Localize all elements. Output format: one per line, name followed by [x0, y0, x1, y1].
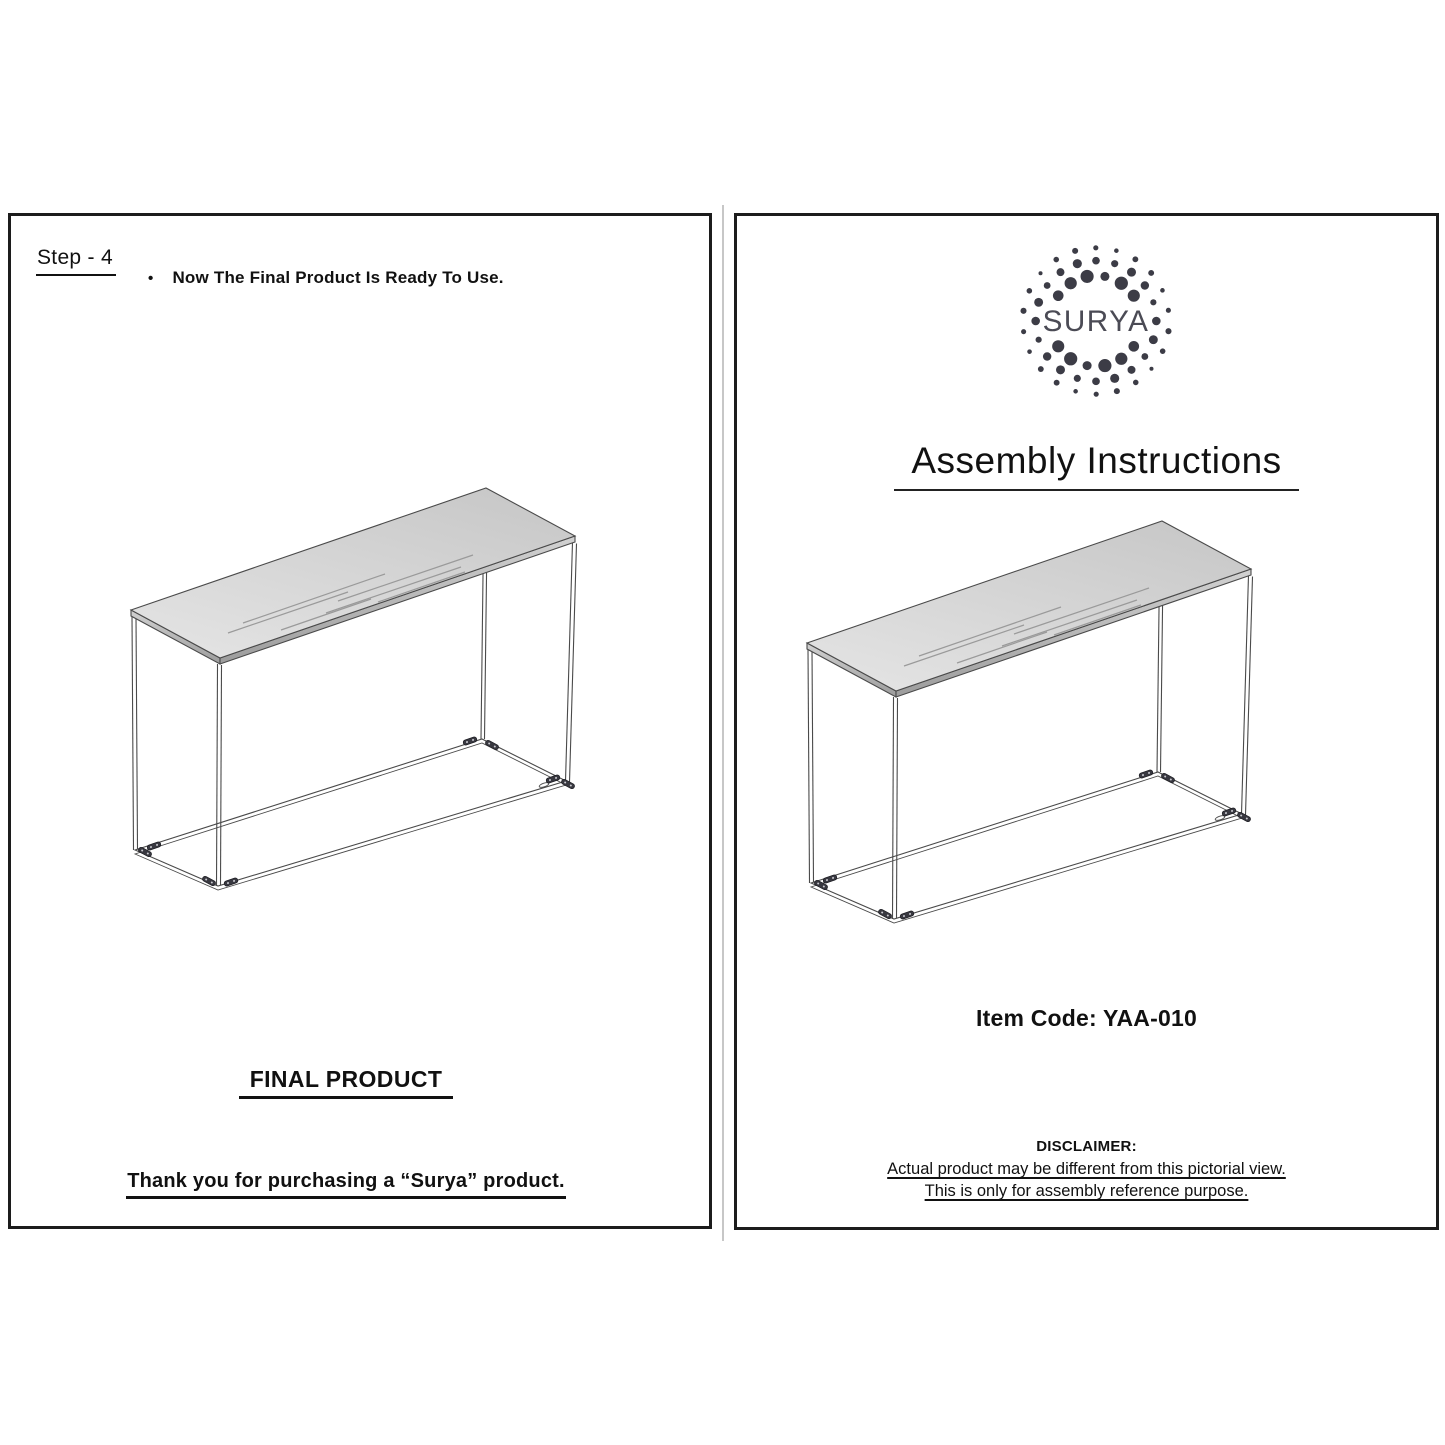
thank-you-note: Thank you for purchasing a “Surya” product.	[126, 1170, 566, 1199]
step-note-text: Now The Final Product Is Ready To Use.	[172, 268, 504, 287]
disclaimer-line-2: This is only for assembly reference purpose.	[924, 1182, 1249, 1200]
step-note	[148, 268, 504, 290]
title-row	[737, 440, 1436, 491]
logo-text: SURYA	[1042, 304, 1149, 338]
disclaimer-block	[737, 1136, 1436, 1202]
final-product-caption	[11, 1066, 709, 1099]
disclaimer-heading: DISCLAIMER:	[1036, 1138, 1137, 1155]
page-left	[8, 213, 712, 1229]
disclaimer-line-1: Actual product may be different from this pictorial view.	[887, 1160, 1286, 1178]
item-code: Item Code: YAA-010	[976, 1005, 1197, 1031]
surya-logo	[1007, 232, 1185, 410]
page-gutter-divider	[722, 205, 724, 1241]
product-drawing	[799, 516, 1259, 936]
final-product-drawing	[123, 483, 583, 903]
final-product-label: FINAL PRODUCT	[239, 1066, 454, 1099]
page-right	[734, 213, 1439, 1230]
bullet-marker: •	[148, 270, 154, 287]
thank-you-row	[11, 1170, 709, 1199]
page-title: Assembly Instructions	[894, 440, 1298, 491]
step-heading-label: Step - 4	[36, 246, 116, 276]
step-heading	[36, 246, 116, 276]
